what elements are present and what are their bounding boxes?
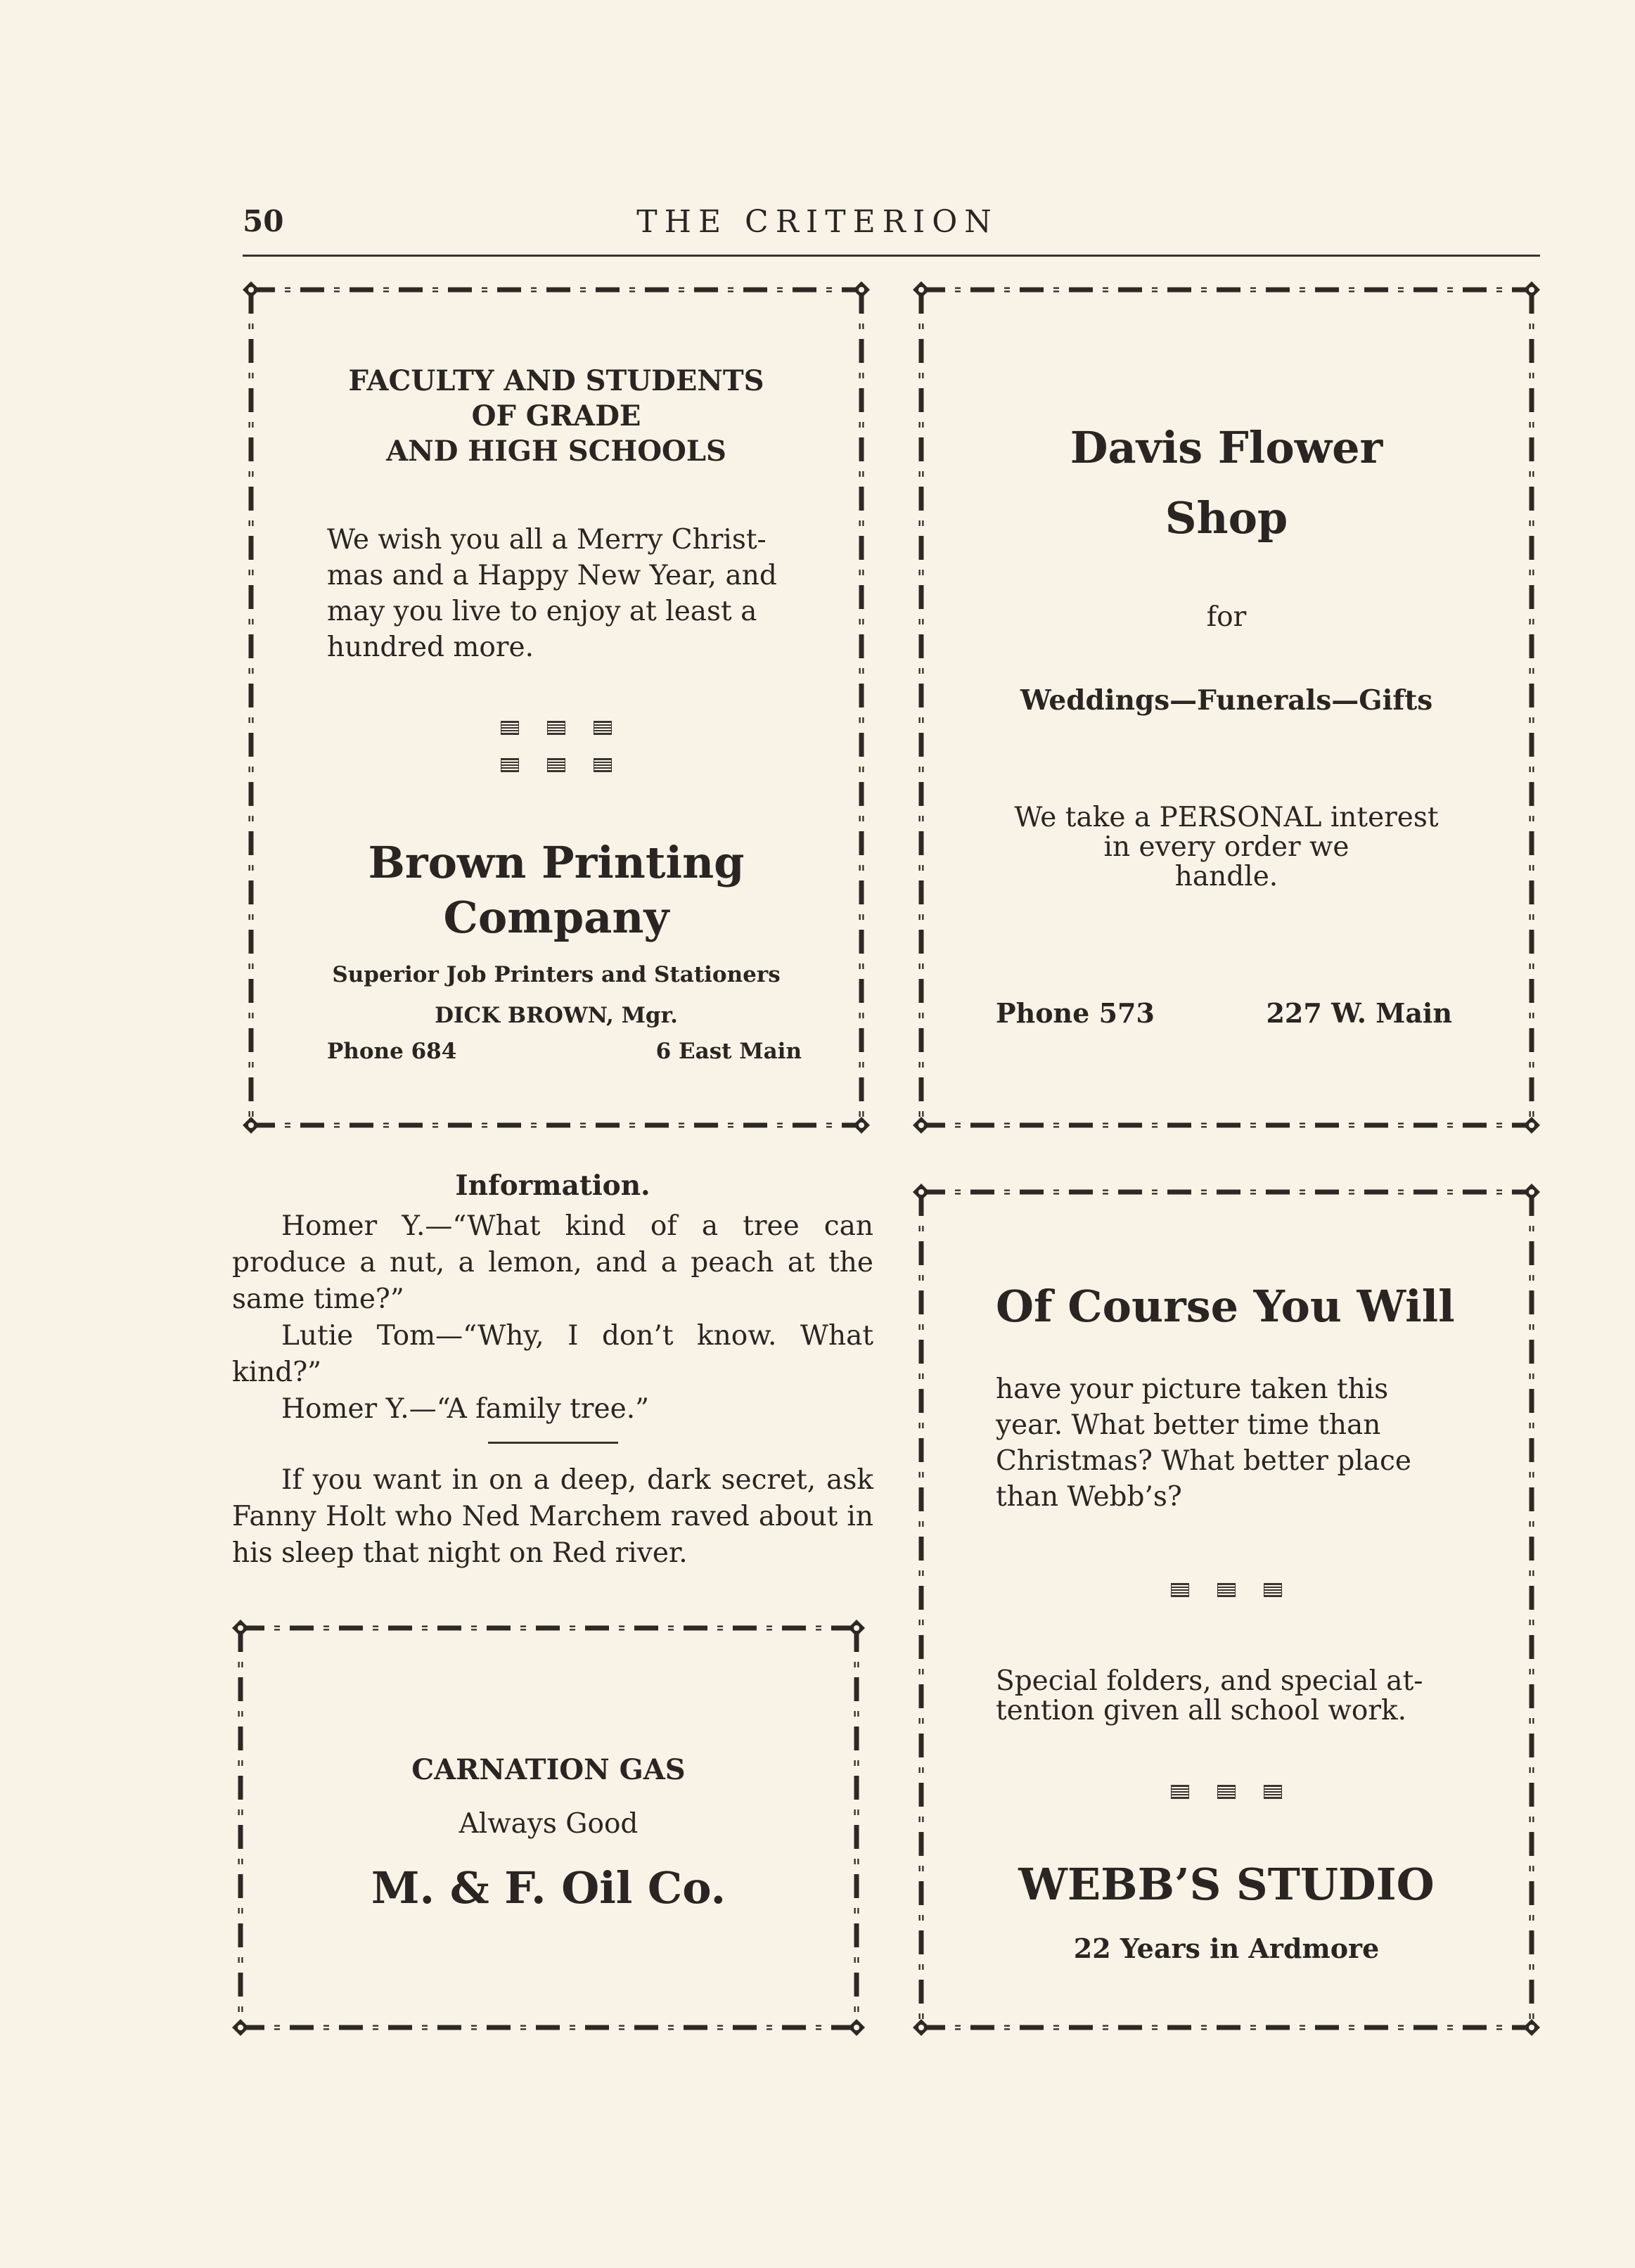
street-address: 6 East Main (655, 1039, 802, 1064)
studio-message-line: Christmas? What better place (996, 1445, 1411, 1477)
ornament-row (243, 758, 870, 772)
ad-message-line: may you live to enjoy at least a (327, 596, 757, 627)
product-name: CARNATION GAS (411, 1753, 686, 1786)
studio-message-line: than Webb’s? (996, 1481, 1182, 1513)
shop-for: for (1206, 601, 1247, 633)
shop-services: Weddings—Funerals—Gifts (1020, 684, 1433, 717)
studio-tagline: 22 Years in Ardmore (1073, 1933, 1380, 1964)
ad-message-line: We wish you all a Merry Christ- (327, 524, 767, 556)
dialogue-paragraph: Homer Y.—“What kind of a tree can produce a nut, a lemon, and a peach at the same time?” (232, 1210, 873, 1315)
section-divider (488, 1442, 618, 1444)
dialogue-paragraph: Lutie Tom—“Why, I don’t know. What kind?” (232, 1320, 873, 1388)
ad-heading-line: FACULTY AND STUDENTS (348, 364, 764, 397)
ornament-row (243, 721, 870, 735)
shop-message-line: in every order we (1103, 831, 1349, 863)
phone-number: Phone 684 (327, 1039, 457, 1064)
ad-brown-printing (243, 281, 870, 1134)
company-tagline: Superior Job Printers and Stationers (332, 962, 781, 987)
company-name: Brown Printing (368, 837, 745, 888)
dialogue-paragraph: Homer Y.—“A family tree.” (281, 1393, 650, 1425)
shop-name: Davis Flower (1070, 422, 1383, 473)
page-number: 50 (243, 204, 284, 238)
ad-webbs-studio (913, 1184, 1540, 2036)
product-slogan: Always Good (459, 1808, 639, 1840)
studio-message-line: year. What better time than (996, 1409, 1381, 1441)
information-section (232, 1167, 873, 1572)
ad-carnation-gas (232, 1620, 865, 2036)
street-address: 227 W. Main (1266, 997, 1452, 1029)
header-rule (243, 255, 1540, 257)
studio-special-line: Special folders, and special at- (996, 1665, 1423, 1697)
studio-message-line: have your picture taken this (996, 1373, 1389, 1405)
company-name: M. & F. Oil Co. (371, 1862, 726, 1914)
shop-name: Shop (1165, 492, 1288, 544)
shop-message-line: We take a PERSONAL interest (1014, 802, 1439, 833)
company-name: Company (443, 892, 669, 943)
ad-davis-flower-shop (913, 281, 1540, 1134)
ornament-row (913, 1583, 1540, 1597)
ad-heading-line: OF GRADE (471, 399, 641, 433)
studio-name: WEBB’S STUDIO (1018, 1859, 1435, 1910)
phone-number: Phone 573 (996, 997, 1155, 1029)
manager-name: DICK BROWN, Mgr. (435, 1003, 678, 1028)
ad-heading-line: AND HIGH SCHOOLS (386, 435, 726, 468)
ad-message-line: hundred more. (327, 632, 534, 663)
running-head: THE CRITERION (636, 204, 999, 240)
studio-special-line: tention given all school work. (996, 1695, 1407, 1726)
secret-paragraph: If you want in on a deep, dark secret, ask Fanny Holt who Ned Marchem raved about in his sleep that night on Red river. (232, 1464, 873, 1569)
information-title: Information. (455, 1170, 650, 1202)
shop-message-line: handle. (1174, 861, 1278, 892)
ad-message-line: mas and a Happy New Year, and (327, 560, 777, 591)
studio-headline: Of Course You Will (996, 1281, 1455, 1332)
ornament-row (913, 1785, 1540, 1799)
